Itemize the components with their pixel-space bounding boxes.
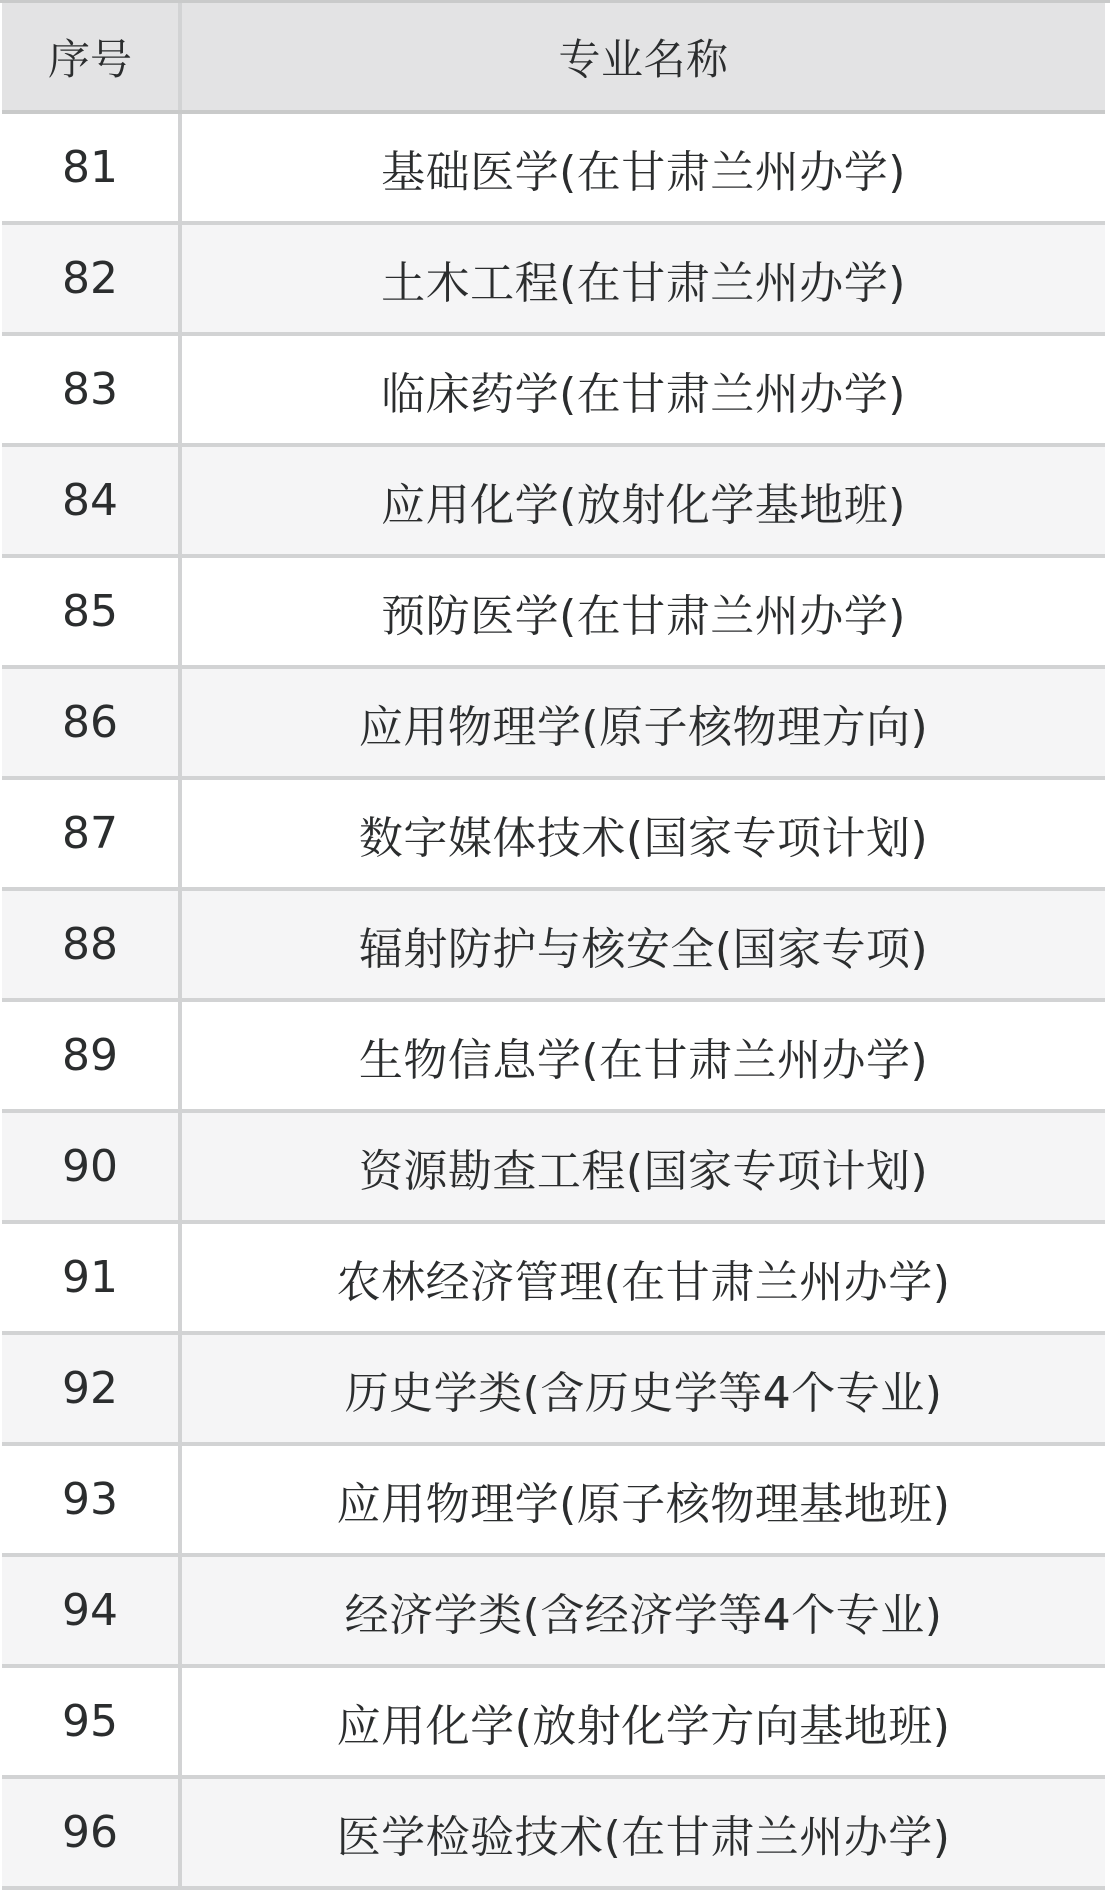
major-name: 应用物理学(原子核物理方向) [358,701,929,753]
row-index: 82 [2,225,182,332]
table-body [2,114,1105,1890]
major-name: 医学检验技术(在甘肃兰州办学) [336,1811,951,1863]
row-index: 85 [2,558,182,665]
table-header-row [2,3,1105,114]
row-index: 95 [2,1668,182,1775]
row-index: 94 [2,1557,182,1664]
row-index: 86 [2,669,182,776]
row-index: 81 [2,114,182,221]
major-name: 土木工程(在甘肃兰州办学) [381,257,906,309]
table-row [2,1779,1105,1890]
major-name: 历史学类(含历史学等4个专业) [344,1367,943,1419]
column-header-index: 序号 [2,3,182,110]
table-row [2,669,1105,780]
table-row [2,336,1105,447]
major-name: 基础医学(在甘肃兰州办学) [381,146,906,198]
row-index: 96 [2,1779,182,1886]
major-name: 应用化学(放射化学基地班) [381,479,906,531]
table-row [2,1113,1105,1224]
table-row [2,1557,1105,1668]
major-name: 经济学类(含经济学等4个专业) [344,1589,943,1641]
row-index: 91 [2,1224,182,1331]
row-index: 93 [2,1446,182,1553]
table-row [2,447,1105,558]
major-name: 生物信息学(在甘肃兰州办学) [358,1034,929,1086]
column-header-major-name: 专业名称 [558,34,729,84]
table-row [2,558,1105,669]
major-name: 数字媒体技术(国家专项计划) [358,812,929,864]
table-row [2,225,1105,336]
row-index: 89 [2,1002,182,1109]
table-row [2,1002,1105,1113]
table-row [2,1668,1105,1779]
table-row [2,891,1105,1002]
major-name: 农林经济管理(在甘肃兰州办学) [336,1256,951,1308]
row-index: 92 [2,1335,182,1442]
major-name: 应用物理学(原子核物理基地班) [336,1478,951,1530]
row-index: 84 [2,447,182,554]
major-name: 辐射防护与核安全(国家专项) [358,923,929,975]
table-row [2,114,1105,225]
table-row [2,780,1105,891]
row-index: 87 [2,780,182,887]
table-row [2,1335,1105,1446]
major-name: 预防医学(在甘肃兰州办学) [381,590,906,642]
major-name: 临床药学(在甘肃兰州办学) [381,368,906,420]
row-index: 83 [2,336,182,443]
major-name: 应用化学(放射化学方向基地班) [336,1700,951,1752]
row-index: 90 [2,1113,182,1220]
row-index: 88 [2,891,182,998]
table-row [2,1224,1105,1335]
major-name: 资源勘查工程(国家专项计划) [358,1145,929,1197]
table-row [2,1446,1105,1557]
